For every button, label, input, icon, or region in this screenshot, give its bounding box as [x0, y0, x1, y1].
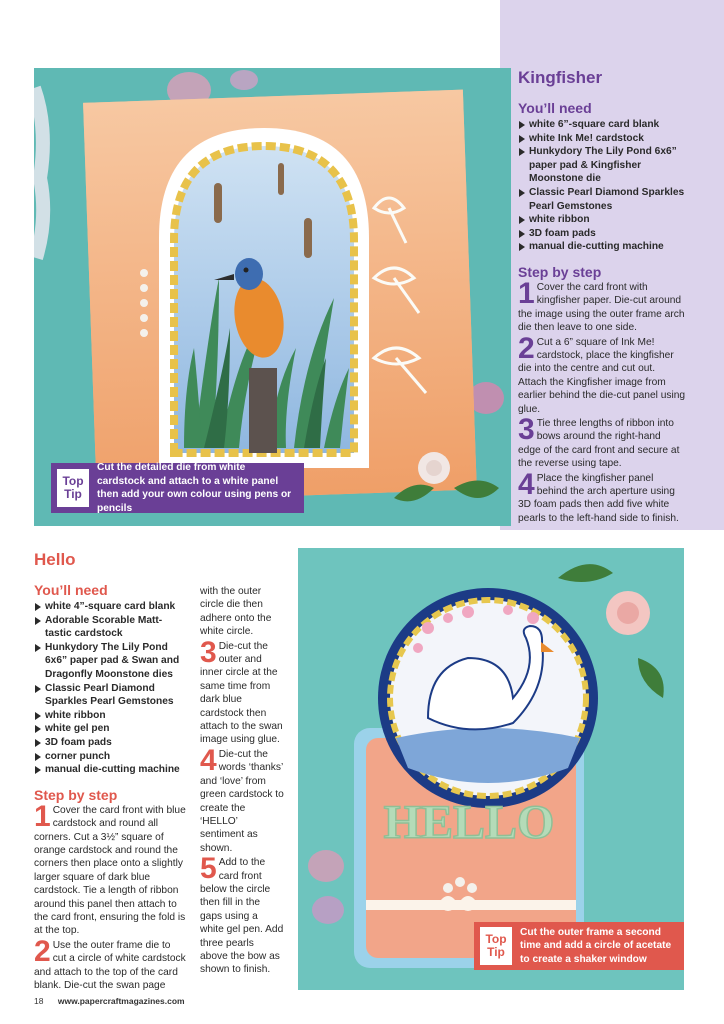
kingfisher-top-tip	[51, 463, 304, 513]
list-item: Classic Pearl Diamond Sparkles Pearl Gemstones	[34, 682, 186, 709]
step-text: Die-cut the outer and inner circle at the same time from dark blue cardstock then attach to the swan image using glue.	[200, 640, 283, 746]
tip-badge-bottom: Tip	[487, 945, 505, 959]
step	[34, 799, 186, 938]
list-item: white ribbon	[34, 709, 186, 723]
kingfisher-card-illustration	[34, 68, 511, 526]
step	[34, 934, 186, 993]
step-text: Cut a 6” square of Ink Me! cardstock, place the kingfisher die into the centre and cut out. Attach the Kingfisher image from earlier behind the die-cut panel using glue.	[518, 336, 686, 415]
list-item: white 6”-square card blank	[518, 118, 686, 132]
step-number: 3	[200, 635, 217, 669]
step-number: 1	[34, 799, 51, 833]
list-item: white 4”-square card blank	[34, 600, 186, 614]
list-item: white Ink Me! cardstock	[518, 132, 686, 146]
list-item: 3D foam pads	[34, 736, 186, 750]
top-tip-badge	[480, 927, 512, 965]
top-tip-badge	[57, 469, 89, 507]
step-continuation: with the outer circle die then adhere onto the white circle.	[200, 586, 272, 638]
hello-need-heading: You’ll need	[34, 582, 108, 598]
step-number: 4	[518, 467, 535, 501]
step	[518, 467, 686, 526]
list-item: Hunkydory The Lily Pond 6x6” paper pad & Swan and Dragonfly Moonstone dies	[34, 641, 186, 682]
step-text: Use the outer frame die to cut a circle of white cardstock and attach to the top of the card blank. Die-cut the swan page	[34, 939, 186, 991]
list-item: corner punch	[34, 750, 186, 764]
list-item: white ribbon	[518, 213, 686, 227]
step-text: Cover the card front with kingfisher paper. Die-cut around the image using the outer frame arch die then leave to one side.	[518, 281, 685, 334]
tip-text: Cut the outer frame a second time and add a circle of acetate to create a shaker window	[520, 926, 672, 965]
step	[200, 635, 284, 747]
step	[518, 331, 686, 416]
panel-corner	[430, 0, 500, 70]
step-number: 2	[34, 934, 51, 968]
list-item: manual die-cutting machine	[34, 763, 186, 777]
step-number: 4	[200, 743, 217, 777]
list-item: manual die-cutting machine	[518, 240, 686, 254]
step-number: 1	[518, 276, 535, 310]
list-item: white gel pen	[34, 722, 186, 736]
list-item: Classic Pearl Diamond Sparkles Pearl Gemstones	[518, 186, 686, 213]
step	[200, 743, 284, 855]
step	[200, 852, 284, 977]
hello-column-left	[34, 550, 186, 992]
hello-card-word: HELLO	[383, 796, 555, 849]
kingfisher-needs-list	[518, 118, 686, 254]
step-text: Place the kingfisher panel behind the arch aperture using 3D foam pads then add five white pearls to the left-hand side to finish.	[518, 472, 679, 524]
step-text: Cover the card front with blue cardstock and round all corners. Cut a 3½” square of orange cardstock and round the corners then place onto a slightly larger square of dark blue cardstock. Tie a length of ribbon around this panel then attach to the card front, ensuring the fold is at the top.	[34, 804, 186, 937]
tip-badge-top: Top	[62, 474, 84, 488]
step-text: Die-cut the words ‘thanks’ and ‘love’ from green cardstock to create the ‘HELLO’ sentiment as shown.	[200, 748, 284, 854]
tip-badge-bottom: Tip	[64, 487, 82, 501]
website-url[interactable]: www.papercraftmagazines.com	[57, 996, 185, 1006]
step	[518, 413, 686, 471]
kingfisher-card-photo	[34, 68, 511, 526]
step-number: 5	[200, 852, 217, 886]
step-number: 3	[518, 413, 535, 446]
page-footer	[34, 996, 185, 1006]
hello-top-tip	[474, 922, 684, 970]
step-text: Tie three lengths of ribbon into bows around the right-hand edge of the card front and secure at the reverse using tape.	[518, 418, 680, 470]
hello-title: Hello	[34, 550, 76, 569]
kingfisher-steps-heading: Step by step	[518, 263, 602, 280]
tip-text: Cut the detailed die from white cardstock and attach to a white panel then add your own colour using pens or pencils	[97, 462, 292, 514]
hello-column-right	[200, 584, 284, 977]
list-item: 3D foam pads	[518, 227, 686, 241]
step-number: 2	[518, 331, 535, 365]
step-text: Add to the card front below the circle then fill in the gaps using a white gel pen. Add three pearls above the bow as shown to finish.	[200, 857, 284, 976]
step	[518, 276, 686, 335]
list-item: Hunkydory The Lily Pond 6x6” paper pad & Kingfisher Moonstone die	[518, 145, 686, 186]
kingfisher-column	[518, 68, 686, 525]
page-number: 18	[34, 996, 44, 1006]
kingfisher-need-heading: You’ll need	[518, 100, 592, 116]
tip-badge-top: Top	[485, 932, 507, 946]
hello-needs-list	[34, 600, 186, 777]
kingfisher-title: Kingfisher	[518, 68, 603, 87]
hello-steps-heading: Step by step	[34, 786, 118, 803]
list-item: Adorable Scorable Matt-tastic cardstock	[34, 614, 186, 641]
